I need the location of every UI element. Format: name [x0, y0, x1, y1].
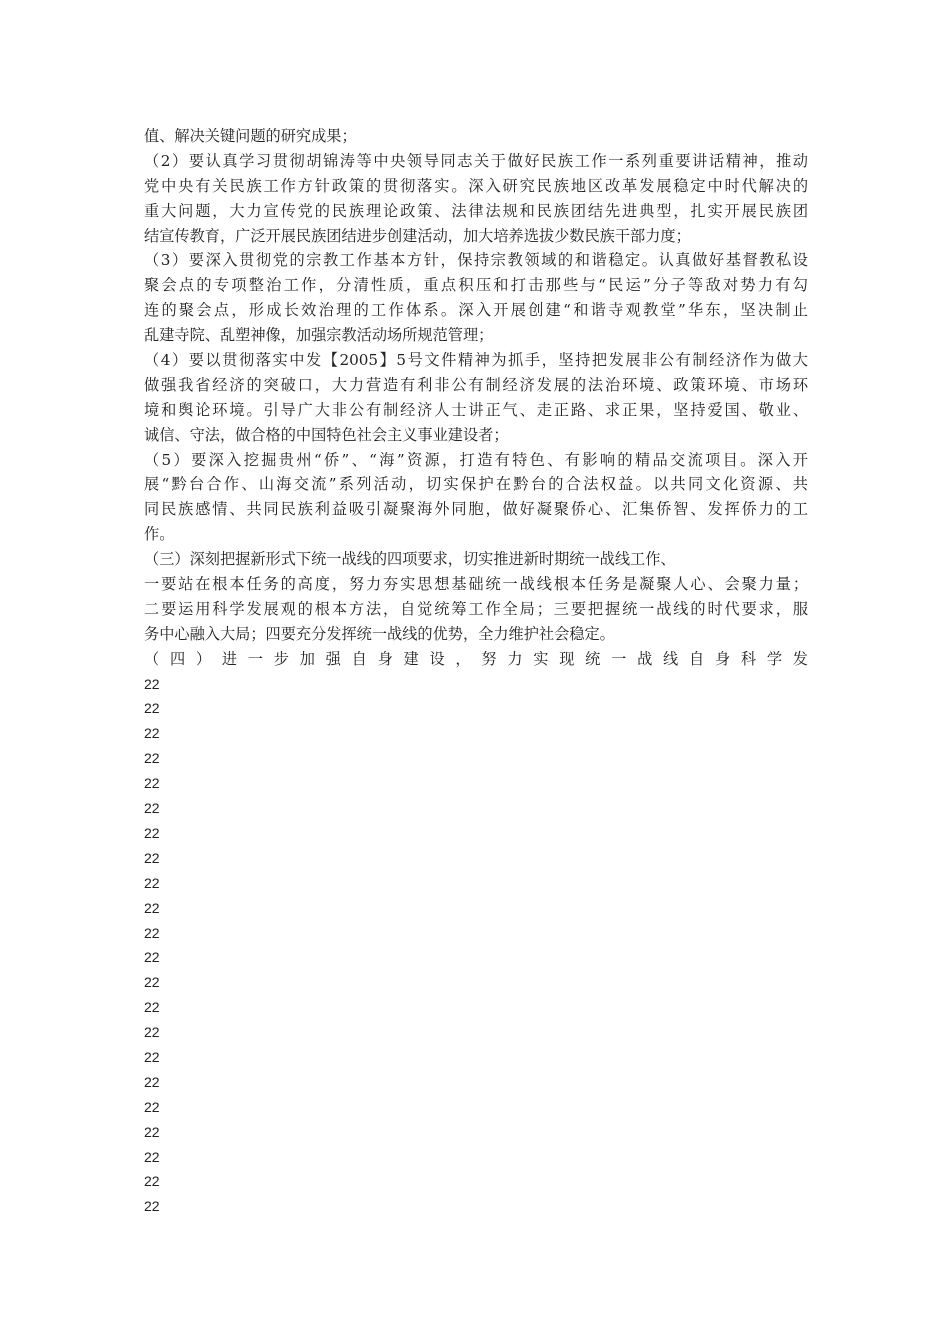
number-line: 22	[144, 924, 160, 941]
number-line: 22	[144, 974, 160, 991]
number-line: 22	[144, 1148, 160, 1165]
text-line: 值、解决关键问题的研究成果；	[144, 127, 357, 145]
number-line: 22	[144, 1123, 160, 1140]
text-line: （三）深刻把握新形式下统一战线的四项要求，切实推进新时期统一战线工作、	[144, 550, 676, 569]
text-line: 作。	[144, 525, 175, 544]
number-line: 22	[144, 750, 160, 767]
text-line: （ 四 ） 进 一 步 加 强 自 身 建 设 ， 努 力 实 现 统 一 战 线 自 身 科 学 发	[144, 649, 808, 668]
number-line: 22	[144, 1048, 160, 1065]
text-line: 乱建寺院、乱塑神像，加强宗教活动场所规范管理；	[144, 326, 494, 345]
text-line: 展“黔台合作、山海交流”系列活动，切实保护在黔台的合法权益。以共同文化资源、共	[144, 475, 808, 494]
text-line: 同民族感情、共同民族利益吸引凝聚海外同胞，做好凝聚侨心、汇集侨智、发挥侨力的工	[144, 500, 808, 519]
text-line: （5）要深入挖掘贵州“侨”、“海”资源，打造有特色、有影响的精品交流项目。深入开	[144, 450, 808, 469]
number-line: 22	[144, 949, 160, 966]
number-line: 22	[144, 824, 160, 841]
text-line: （3）要深入贯彻党的宗教工作基本方针，保持宗教领域的和谐稳定。认真做好基督教私设	[144, 251, 808, 270]
text-line: 二要运用科学发展观的根本方法，自觉统筹工作全局；三要把握统一战线的时代要求，服	[144, 599, 808, 618]
number-line: 22	[144, 700, 160, 717]
text-line: 结宣传教育，广泛开展民族团结进步创建活动，加大培养选拔少数民族干部力度；	[144, 226, 691, 245]
number-line: 22	[144, 1024, 160, 1041]
text-line: 境和舆论环境。引导广大非公有制经济人士讲正气、走正路、求正果，坚持爱国、敬业、	[144, 400, 808, 419]
number-line: 22	[144, 999, 160, 1016]
number-line: 22	[144, 775, 160, 792]
number-line: 22	[144, 675, 160, 692]
text-line: 一要站在根本任务的高度，努力夯实思想基础统一战线根本任务是凝聚人心、会聚力量；	[144, 575, 808, 594]
text-line: （2）要认真学习贯彻胡锦涛等中央领导同志关于做好民族工作一系列重要讲话精神，推动	[144, 151, 808, 170]
text-line: 聚会点的专项整治工作，分清性质，重点积压和打击那些与“民运”分子等敌对势力有勾	[144, 276, 808, 295]
text-line: 做强我省经济的突破口，大力营造有利非公有制经济发展的法治环境、政策环境、市场环	[144, 375, 808, 394]
text-line: 诚信、守法，做合格的中国特色社会主义事业建设者；	[144, 425, 509, 444]
text-line: 党中央有关民族工作方针政策的贯彻落实。深入研究民族地区改革发展稳定中时代解决的	[144, 176, 808, 195]
document-page	[144, 124, 808, 1219]
number-line: 22	[144, 725, 160, 742]
text-line: 连的聚会点，形成长效治理的工作体系。深入开展创建“和谐寺观教堂”华东，坚决制止	[144, 301, 808, 320]
text-line: 务中心融入大局；四要充分发挥统一战线的优势，全力维护社会稳定。	[144, 624, 615, 643]
number-line: 22	[144, 849, 160, 866]
number-line: 22	[144, 1198, 160, 1215]
number-line: 22	[144, 1073, 160, 1090]
number-line: 22	[144, 1173, 160, 1190]
number-line: 22	[144, 800, 160, 817]
text-line: 重大问题，大力宣传党的民族理论政策、法律法规和民族团结先进典型，扎实开展民族团	[144, 201, 808, 220]
number-line: 22	[144, 899, 160, 916]
number-line: 22	[144, 1098, 160, 1115]
number-line: 22	[144, 874, 160, 891]
text-line: （4）要以贯彻落实中发【2005】5号文件精神为抓手，坚持把发展非公有制经济作为做大	[144, 351, 808, 370]
